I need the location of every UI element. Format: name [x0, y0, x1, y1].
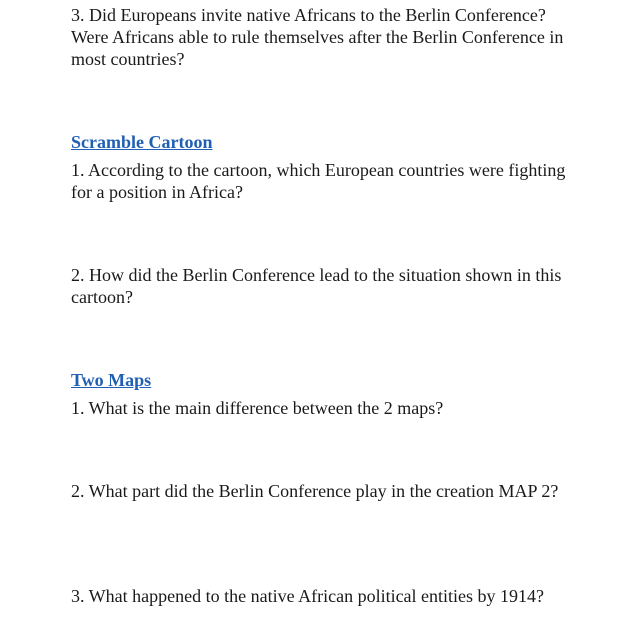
question-block	[71, 264, 571, 308]
question-block	[71, 397, 571, 419]
question-cartoon-2: 2. How did the Berlin Conference lead to the situation shown in this cartoon?	[71, 265, 562, 307]
section-heading-scramble-cartoon[interactable]: Scramble Cartoon	[71, 132, 213, 152]
question-berlin-3: 3. Did Europeans invite native Africans to the Berlin Conference? Were Africans able to rule themselves after the Berlin Conference in most countries?	[71, 5, 564, 69]
section-heading-block	[71, 369, 571, 391]
question-block	[71, 585, 571, 607]
section-heading-two-maps[interactable]: Two Maps	[71, 370, 152, 390]
question-cartoon-1: 1. According to the cartoon, which European countries were fighting for a position in Africa?	[71, 160, 566, 202]
section-heading-block	[71, 131, 571, 153]
question-maps-2: 2. What part did the Berlin Conference play in the creation MAP 2?	[71, 481, 559, 501]
question-block	[71, 159, 571, 203]
question-block	[71, 480, 571, 502]
question-maps-1: 1. What is the main difference between the 2 maps?	[71, 398, 444, 418]
question-block	[71, 4, 571, 70]
question-maps-3: 3. What happened to the native African political entities by 1914?	[71, 586, 545, 606]
